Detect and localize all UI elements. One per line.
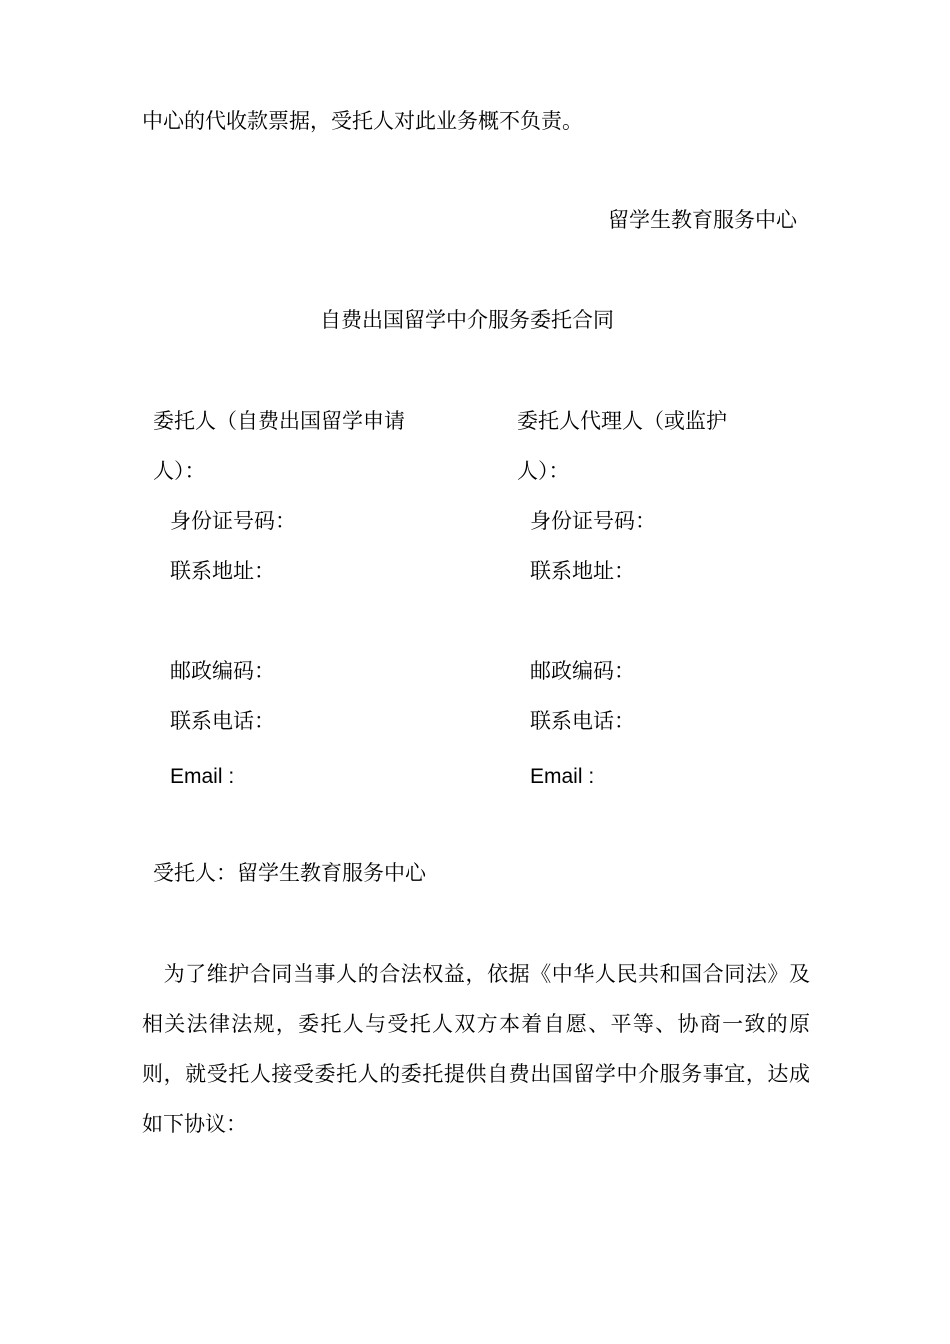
agent-phone-label: 联系电话： (530, 709, 635, 733)
intro-paragraph: 为了维护合同当事人的合法权益，依据《中华人民共和国合同法》及相关法律法规，委托人与受托人双方本着自愿、平等、协商一致的原则，就受托人接受委托人的委托提供自费出国留学中介服务事宜，达成如下协议： (142, 962, 810, 1136)
client-postal-label: 邮政编码： (170, 659, 275, 683)
agent-label-line1: 委托人代理人（或监护 (517, 409, 727, 433)
previous-page-text: 中心的代收款票据，受托人对此业务概不负责。 (142, 109, 583, 133)
agent-id-label: 身份证号码： (530, 509, 656, 533)
agent-postal-label: 邮政编码： (530, 659, 635, 683)
client-id-label: 身份证号码： (170, 509, 296, 533)
client-label-line1: 委托人（自费出国留学申请 (153, 409, 405, 433)
agent-email-label: Email : (530, 765, 595, 788)
agent-label-line2: 人）： (517, 459, 570, 483)
contract-title: 自费出国留学中介服务委托合同 (320, 308, 614, 332)
client-address-label: 联系地址： (170, 559, 275, 583)
client-label-line2: 人）： (153, 459, 206, 483)
client-phone-label: 联系电话： (170, 709, 275, 733)
trustee-line: 受托人：留学生教育服务中心 (153, 861, 426, 885)
agent-address-label: 联系地址： (530, 559, 635, 583)
client-email-label: Email : (170, 765, 235, 788)
signature-organization: 留学生教育服务中心 (608, 208, 797, 232)
